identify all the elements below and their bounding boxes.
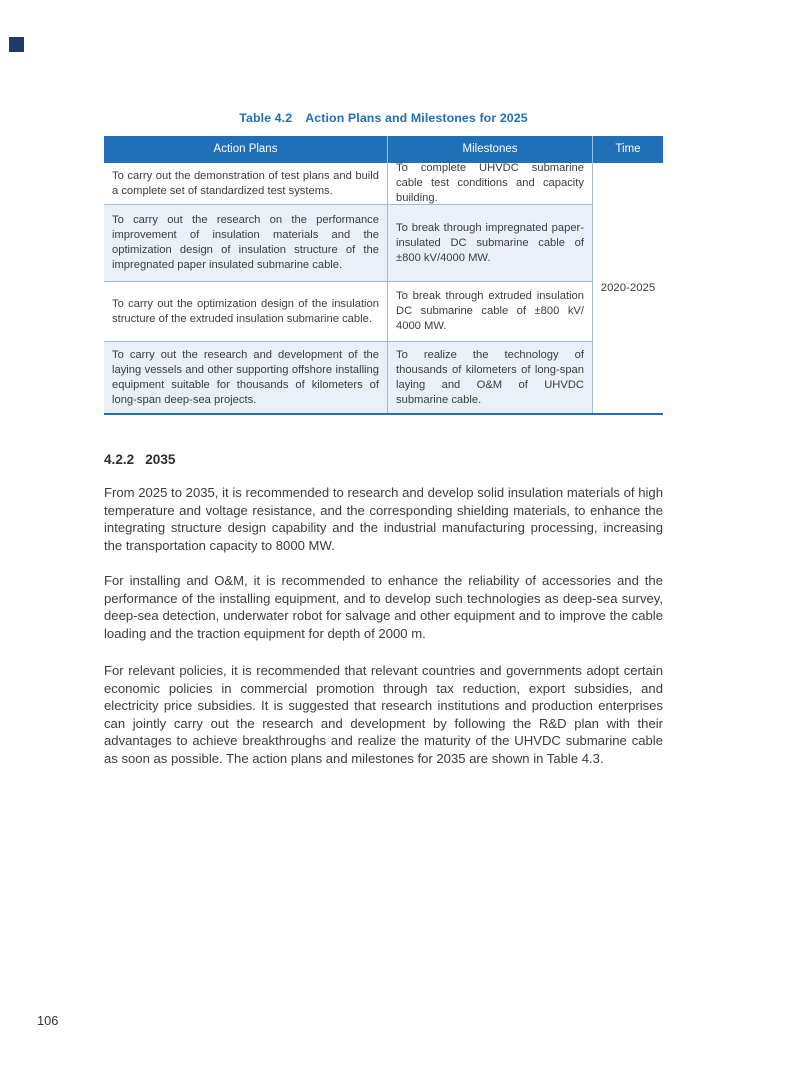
table-grid xyxy=(104,163,592,413)
table-caption xyxy=(104,111,663,125)
table-row xyxy=(104,163,592,204)
body-paragraph: For relevant policies, it is recommended that relevant countries and governments adopt certain economic policies in commercial promotion through tax reduction, export subsidies, and electricity price subsidies. It is suggested that research institutions and production enterprises can jointly carry out the research and development by following the R&D plan with their advantages to achieve breakthroughs and realize the maturity of the UHVDC submarine cable as soon as possible. The action plans and milestones for 2035 are shown in Table 4.3. xyxy=(104,663,663,766)
table-header-row xyxy=(104,136,663,163)
milestone-cell xyxy=(387,163,592,204)
column-header-action-plans: Action Plans xyxy=(213,143,278,155)
action-plan-cell xyxy=(104,163,387,204)
action-plan-cell xyxy=(104,342,387,413)
column-header-milestones: Milestones xyxy=(387,136,592,163)
time-merged-cell: 2020-2025 xyxy=(592,163,663,413)
action-plan-text: To carry out the optimization design of the insulation structure of the extruded insulation submarine cable. xyxy=(112,297,379,325)
table-row xyxy=(104,341,592,413)
table-caption-label: Table 4.2 xyxy=(239,111,293,125)
action-plan-text: To carry out the research on the performance improvement of insulation materials and the optimization design of insulation structure of the impregnated paper insulated submarine cable. xyxy=(112,214,379,271)
action-plan-text: To carry out the demonstration of test plans and build a complete set of standardized test systems. xyxy=(112,169,379,197)
table-row xyxy=(104,281,592,341)
chapter-marker xyxy=(9,37,24,52)
table-body xyxy=(104,163,663,413)
milestone-text: To complete UHVDC submarine cable test conditions and capacity building. xyxy=(396,163,584,204)
milestone-cell xyxy=(387,205,592,281)
column-header-time: Time xyxy=(592,136,663,163)
page-number: 106 xyxy=(37,1013,59,1028)
body-paragraph: For installing and O&M, it is recommended to enhance the reliability of accessories and the performance of the installing equipment, and to develop such technologies as deep-sea survey, deep-sea detection, underwater robot for salvage and other equipment and to improve the cable loading and the traction equipment for depth of 2000 m. xyxy=(104,573,663,641)
action-plan-cell xyxy=(104,205,387,281)
action-plan-text: To carry out the research and development of the laying vessels and other supporting offshore installing equipment suitable for thousands of kilometers of long-span deep-sea projects. xyxy=(112,348,379,406)
action-plan-cell xyxy=(104,282,387,341)
milestone-cell xyxy=(387,282,592,341)
section-heading xyxy=(104,452,175,467)
section-title: 2035 xyxy=(145,452,176,467)
action-plans-table xyxy=(104,136,663,415)
milestone-text: To break through impregnated paper-insulated DC submarine cable of ±800 kV/4000 MW. xyxy=(396,221,584,264)
body-paragraph: From 2025 to 2035, it is recommended to research and develop solid insulation materials of high temperature and voltage resistance, and the corresponding shielding materials, to enhance the integrating structure design capability and the industrial manufacturing processing, increasing the transportation capacity to 8000 MW. xyxy=(104,485,663,553)
table-row xyxy=(104,204,592,281)
milestone-cell xyxy=(387,342,592,413)
table-caption-text: Action Plans and Milestones for 2025 xyxy=(305,111,528,125)
milestone-text: To realize the technology of thousands of kilometers of long-span laying and O&M of UHVDC submarine cable. xyxy=(396,348,584,406)
section-number: 4.2.2 xyxy=(104,452,135,467)
milestone-text: To break through extruded insulation DC submarine cable of ±800 kV/ 4000 MW. xyxy=(396,290,584,332)
